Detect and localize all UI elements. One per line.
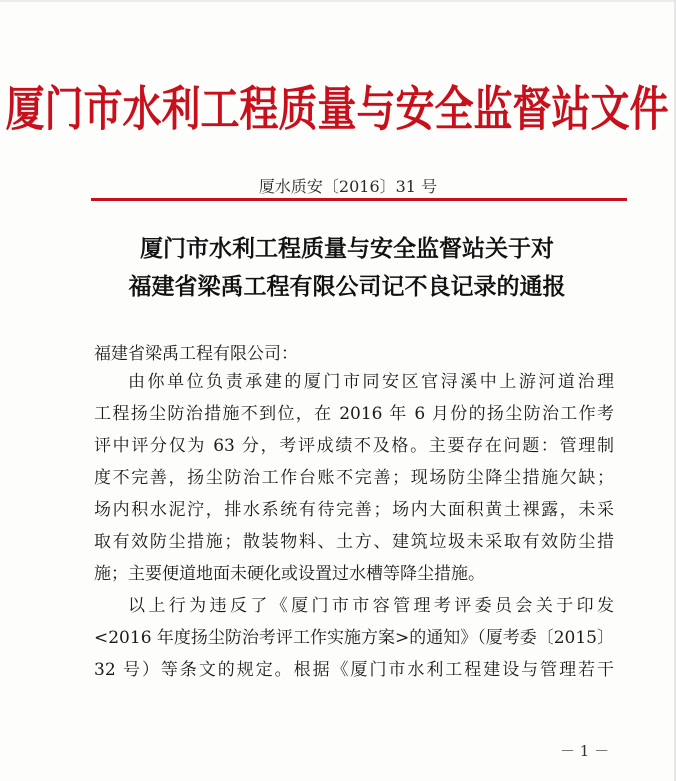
paragraph-line: 以上行为违反了《厦门市市容管理考评委员会关于印发 (128, 596, 614, 616)
paragraph-line: 32 号）等条文的规定。根据《厦门市水利工程建设与管理若干 (94, 660, 614, 680)
paragraph-line: 度不完善，扬尘防治工作台账不完善；现场防尘降尘措施欠缺； (94, 468, 614, 488)
paragraph-line: <2016 年度扬尘防治考评工作实施方案>的通知》（厦考委〔2015〕 (94, 628, 614, 648)
paragraph-line: 施；主要便道地面未硬化或设置过水槽等降尘措施。 (94, 564, 485, 584)
document-number: 厦水质安〔2016〕31 号 (258, 177, 438, 196)
notice-title-line-2: 福建省梁禹工程有限公司记不良记录的通报 (128, 273, 566, 300)
page-number: － 1 － (560, 742, 610, 760)
red-divider-rule (91, 198, 627, 201)
paragraph-line: 场内积水泥泞，排水系统有待完善；场内大面积黄土裸露，未采 (94, 500, 614, 520)
salutation: 福建省梁禹工程有限公司： (94, 344, 298, 364)
paragraph-line: 由你单位负责承建的厦门市同安区官浔溪中上游河道治理 (128, 372, 614, 392)
paragraph-1 (94, 366, 614, 590)
notice-title-line-1: 厦门市水利工程质量与安全监督站关于对 (140, 235, 554, 262)
paragraph-line: 工程扬尘防治措施不到位，在 2016 年 6 月份的扬尘防治工作考 (94, 404, 614, 424)
scan-edge (0, 0, 674, 2)
paragraph-2 (94, 590, 614, 686)
paragraph-line: 取有效防尘措施；散装物料、土方、建筑垃圾未采取有效防尘措 (94, 532, 614, 552)
masthead-title: 厦门市水利工程质量与安全监督站文件 (5, 81, 669, 138)
paragraph-line: 评中评分仅为 63 分，考评成绩不及格。主要存在问题：管理制 (94, 436, 614, 456)
